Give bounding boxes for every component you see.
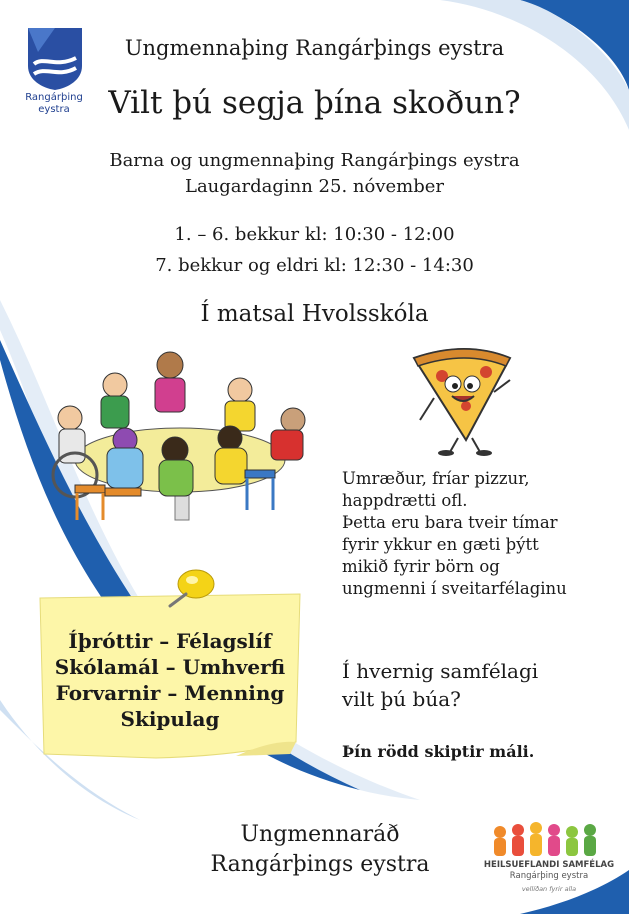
- organizer-line1: Ungmennaráð: [240, 822, 400, 847]
- time-slot-2: 7. bekkur og eldri kl: 12:30 - 14:30: [155, 255, 474, 276]
- info-line: Umræður, fríar pizzur,: [342, 469, 530, 488]
- info-text: [342, 468, 612, 600]
- main-headline: Vilt þú segja þína skoðun?: [108, 85, 521, 121]
- event-date: Laugardaginn 25. nóvember: [184, 176, 445, 197]
- topic-line: Íþróttir – Félagslíf: [68, 629, 272, 653]
- info-line: ungmenni í sveitarfélaginu: [342, 579, 567, 598]
- children-table-illustration: [35, 340, 315, 530]
- logo-text-line1: Rangárþing: [25, 92, 83, 103]
- question: [342, 657, 612, 713]
- partner-subtitle: Rangárþing eystra: [509, 871, 589, 881]
- logo-text-line2: eystra: [38, 104, 70, 115]
- topic-line: Forvarnir – Menning: [55, 681, 285, 705]
- question-line2: vilt þú búa?: [342, 687, 461, 711]
- topic-line: Skipulag: [120, 707, 220, 731]
- topic-line: Skólamál – Umhverfi: [54, 655, 286, 679]
- event-name: Barna og ungmennaþing Rangárþings eystra: [109, 150, 520, 171]
- venue: Í matsal Hvolsskóla: [200, 301, 429, 327]
- header-title: Ungmennaþing Rangárþings eystra: [124, 36, 505, 60]
- info-line: happdrætti ofl.: [342, 491, 468, 510]
- info-line: Þetta eru bara tveir tímar: [342, 513, 558, 532]
- pushpin-icon: [156, 566, 218, 616]
- info-line: mikið fyrir börn og: [342, 557, 500, 576]
- slogan: Þín rödd skiptir máli.: [342, 742, 535, 761]
- pizza-mascot-icon: [406, 340, 526, 460]
- time-slot-1: 1. – 6. bekkur kl: 10:30 - 12:00: [174, 224, 455, 245]
- organizer: [170, 820, 470, 880]
- health-community-logo-icon: [484, 818, 614, 858]
- partner-title: HEILSUEFLANDI SAMFÉLAG: [483, 860, 615, 870]
- organizer-line2: Rangárþings eystra: [210, 852, 430, 877]
- info-line: fyrir ykkur en gæti þýtt: [342, 535, 539, 554]
- topics-list: [36, 628, 304, 732]
- question-line1: Í hvernig samfélagi: [342, 659, 539, 683]
- partner-tagline: vellíðan fyrir alla: [521, 885, 577, 893]
